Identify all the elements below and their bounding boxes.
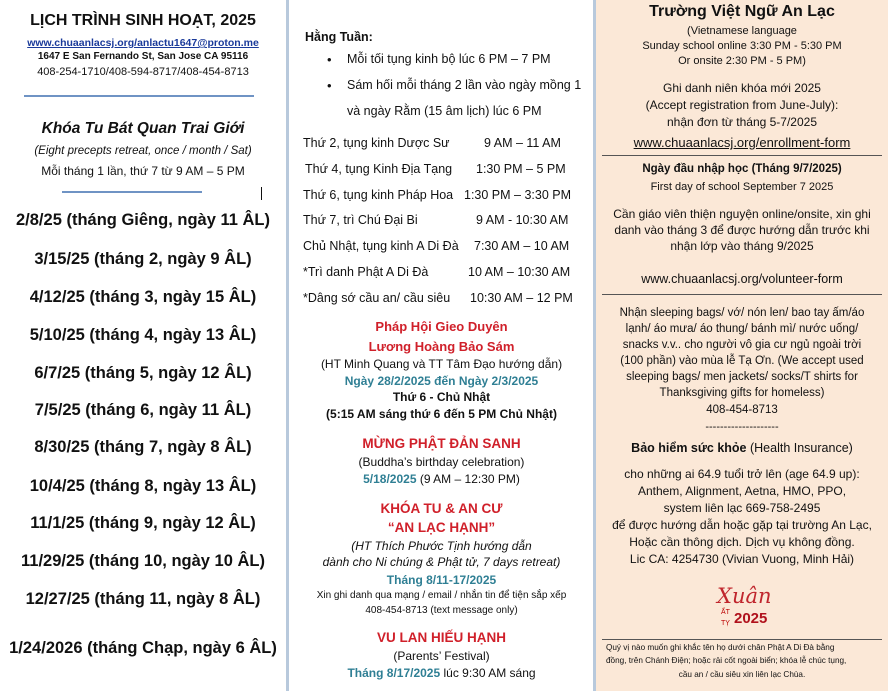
weekly-heading: Hằng Tuần:	[305, 30, 373, 44]
schedule-name: *Dâng sớ cầu an/ cầu siêu	[303, 291, 451, 305]
insurance-line: để được hướng dẫn hoặc gặp tại trường An Lạc,	[612, 518, 872, 532]
donation-line: snacks v.v.. cho người vô gia cư ngủ ngoài trời	[622, 339, 862, 351]
event-leaders: (HT Minh Quang và TT Tâm Đạo hướng dẫn)	[320, 357, 563, 371]
retreat-date: 4/12/25 (tháng 3, ngày 15 ÂL)	[29, 288, 257, 306]
event-title: VU LAN HIẾU HẠNH	[376, 630, 506, 645]
retreat-schedule-column	[0, 0, 286, 691]
insurance-heading	[596, 441, 888, 455]
donation-line: (100 phần) vào mùa lễ Tạ Ơn. (We accept used	[620, 355, 864, 367]
weekly-item: và ngày Rằm (15 âm lịch) lúc 6 PM	[347, 104, 542, 118]
event-hours: (5:15 AM sáng thứ 6 đến 5 PM Chủ Nhật)	[326, 407, 557, 421]
schedule-time: 9 AM – 11 AM	[484, 136, 561, 150]
text-cursor	[261, 187, 262, 200]
retreat-title: Khóa Tu Bát Quan Trai Giới	[41, 120, 245, 137]
retreat-date: 6/7/25 (tháng 5, ngày 12 ÂL)	[34, 364, 252, 382]
bullet-dot: •	[327, 52, 332, 67]
school-onsite-hours: Or onsite 2:30 PM - 5 PM)	[678, 55, 806, 67]
divider	[602, 155, 882, 156]
event-subtitle: “AN LẠC HẠNH”	[387, 520, 496, 535]
logo-year: 2025	[734, 610, 768, 627]
retreat-date: 5/10/25 (tháng 4, ngày 13 ÂL)	[29, 326, 257, 344]
footer-line: cầu an / cầu siêu xin liên lạc Chùa.	[678, 670, 806, 679]
divider	[24, 95, 254, 97]
weekly-item: Mỗi tối tụng kinh bộ lúc 6 PM – 7 PM	[347, 52, 551, 66]
event-title: MỪNG PHẬT ĐẢN SANH	[362, 436, 521, 451]
divider	[602, 294, 882, 295]
retreat-date: 11/29/25 (tháng 10, ngày 10 ÂL)	[21, 552, 265, 570]
donation-line: Nhận sleeping bags/ vớ/ nón len/ bao tay ấm/áo	[619, 307, 865, 319]
donation-line: sleeping bags/ men jackets/ socks/T shirts for	[626, 371, 858, 383]
footer-line: đồng, trên Chánh Điện; hoặc rải cốt ngoài biển; khóa lễ chúc tụng,	[606, 656, 847, 665]
event-audience: dành cho Ni chúng & Phật tử, 7 days retreat)	[322, 555, 561, 569]
school-online-hours: Sunday school online 3:30 PM - 5:30 PM	[642, 40, 842, 52]
website-email-link[interactable]: www.chuaanlacsj.org/anlactu1647@proton.me	[27, 37, 259, 49]
schedule-name: Thứ 4, tụng Kinh Địa Tạng	[305, 162, 453, 176]
logo-xuan: Xuân	[717, 584, 772, 608]
logo-ty: TỴ	[721, 620, 730, 627]
retreat-date: 2/8/25 (tháng Giêng, ngày 11 ÂL)	[16, 211, 270, 229]
dashed-separator: --------------------	[705, 421, 779, 433]
donation-line: lạnh/ áo mưa/ áo thung/ bánh mì/ nước uống/	[625, 323, 859, 335]
event-leaders: (HT Thích Phước Tịnh hướng dẫn	[351, 539, 532, 553]
footer-line: Quý vị nào muốn ghi khắc tên họ dưới chân Phật A Di Đà bằng	[606, 643, 835, 652]
volunteer-line: danh vào tháng 3 để được hướng dẫn trước khi	[614, 223, 870, 237]
volunteer-line: nhận lớp vào tháng 9/2025	[670, 239, 814, 253]
schedule-name: Thứ 6, tụng kinh Pháp Hoa	[303, 188, 454, 202]
event-title: KHÓA TU & AN CƯ	[380, 501, 503, 516]
schedule-time: 1:30 PM – 5 PM	[476, 162, 566, 176]
schedule-time: 10 AM – 10:30 AM	[468, 265, 571, 279]
insurance-line: Hoặc cần thông dịch. Dịch vụ không đồng.	[629, 535, 855, 549]
schedule-name: Thứ 2, tụng kinh Dược Sư	[303, 136, 450, 150]
registration-line: nhận đơn từ tháng 5-7/2025	[666, 115, 818, 129]
temple-phones: 408-254-1710/408-594-8717/408-454-8713	[37, 66, 249, 78]
registration-line: (Accept registration from June-July):	[645, 98, 839, 112]
schedule-name: *Trì danh Phật A Di Đà	[303, 265, 429, 279]
retreat-date: 8/30/25 (tháng 7, ngày 8 ÂL)	[34, 438, 252, 456]
event-time: lúc 9:30 AM sáng	[440, 666, 536, 680]
registration-line: Ghi danh niên khóa mới 2025	[663, 81, 821, 95]
donation-phone: 408-454-8713	[706, 404, 778, 416]
schedule-time: 10:30 AM – 12 PM	[470, 291, 573, 305]
event-title: Lương Hoàng Bảo Sám	[368, 339, 515, 354]
retreat-date: 12/27/25 (tháng 11, ngày 8 ÂL)	[25, 590, 261, 608]
event-date-line	[289, 666, 594, 680]
divider	[62, 191, 202, 193]
school-title: Trường Việt Ngữ An Lạc	[649, 3, 835, 20]
school-subtitle: (Vietnamese language	[687, 25, 797, 37]
event-days: Thứ 6 - Chủ Nhật	[392, 390, 491, 404]
retreat-date: 10/4/25 (tháng 8, ngày 13 ÂL)	[29, 477, 257, 495]
event-title: Pháp Hội Gieo Duyên	[375, 319, 508, 334]
insurance-line: cho những ai 64.9 tuổi trở lên (age 64.9 up):	[624, 467, 860, 481]
retreat-time: Mỗi tháng 1 lần, thứ 7 từ 9 AM – 5 PM	[41, 164, 245, 178]
divider	[602, 639, 882, 640]
first-day-english: First day of school September 7 2025	[650, 181, 834, 193]
volunteer-form-link[interactable]: www.chuaanlacsj.org/volunteer-form	[641, 272, 843, 286]
event-time: (9 AM – 12:30 PM)	[416, 472, 520, 486]
registration-note: Xin ghi danh qua mạng / email / nhắn tin để tiện sắp xếp	[316, 590, 567, 601]
event-date: Tháng 8/17/2025	[347, 666, 441, 680]
registration-contact: 408-454-8713 (text message only)	[365, 605, 518, 616]
donation-line: Thanksgiving gifts for homeless)	[659, 387, 825, 399]
schedule-title: LỊCH TRÌNH SINH HOẠT, 2025	[30, 12, 256, 29]
insurance-line: system liên lạc 669-758-2495	[663, 501, 821, 515]
first-day-vietnamese: Ngày đầu nhập học (Tháng 9/7/2025)	[642, 163, 842, 175]
event-date-line	[289, 472, 594, 486]
schedule-time: 7:30 AM – 10 AM	[474, 239, 570, 253]
volunteer-line: Cần giáo viên thiện nguyện online/onsite, xin ghi	[613, 207, 871, 221]
community-info-column	[596, 0, 888, 691]
insurance-line: Anthem, Alignment, Aetna, HMO, PPO,	[637, 484, 847, 498]
temple-address: 1647 E San Fernando St, San Jose CA 95116	[37, 51, 249, 62]
logo-at: ẤT	[721, 609, 730, 616]
weekly-events-column	[289, 0, 594, 691]
schedule-name: Thứ 7, trì Chú Đại Bi	[303, 213, 418, 227]
retreat-date: 1/24/2026 (tháng Chạp, ngày 6 ÂL)	[9, 639, 277, 657]
retreat-english: (Eight precepts retreat, once / month / Sat)	[34, 145, 252, 157]
insurance-line: Lic CA: 4254730 (Vivian Vuong, Minh Hải)	[629, 552, 855, 566]
schedule-name: Chủ Nhật, tụng kinh A Di Đà	[303, 239, 459, 253]
weekly-item: Sám hối mỗi tháng 2 lần vào ngày mồng 1	[347, 78, 582, 92]
retreat-date: 11/1/25 (tháng 9, ngày 12 ÂL)	[30, 514, 256, 532]
insurance-title-english: (Health Insurance)	[746, 441, 853, 455]
insurance-title: Bảo hiểm sức khỏe	[631, 441, 747, 455]
xuan-2025-logo	[717, 584, 783, 644]
event-date: Tháng 8/11-17/2025	[386, 573, 497, 587]
event-dates: Ngày 28/2/2025 đến Ngày 2/3/2025	[344, 374, 539, 388]
event-date: 5/18/2025	[363, 472, 417, 486]
retreat-date: 7/5/25 (tháng 6, ngày 11 ÂL)	[34, 401, 252, 419]
event-english: (Buddha’s birthday celebration)	[358, 455, 525, 469]
schedule-time: 1:30 PM – 3:30 PM	[464, 188, 572, 202]
retreat-date: 3/15/25 (tháng 2, ngày 9 ÂL)	[34, 250, 252, 268]
schedule-time: 9 AM - 10:30 AM	[476, 213, 569, 227]
enrollment-form-link[interactable]: www.chuaanlacsj.org/enrollment-form	[633, 135, 851, 150]
bullet-dot: •	[327, 78, 332, 93]
event-english: (Parents’ Festival)	[393, 649, 490, 663]
